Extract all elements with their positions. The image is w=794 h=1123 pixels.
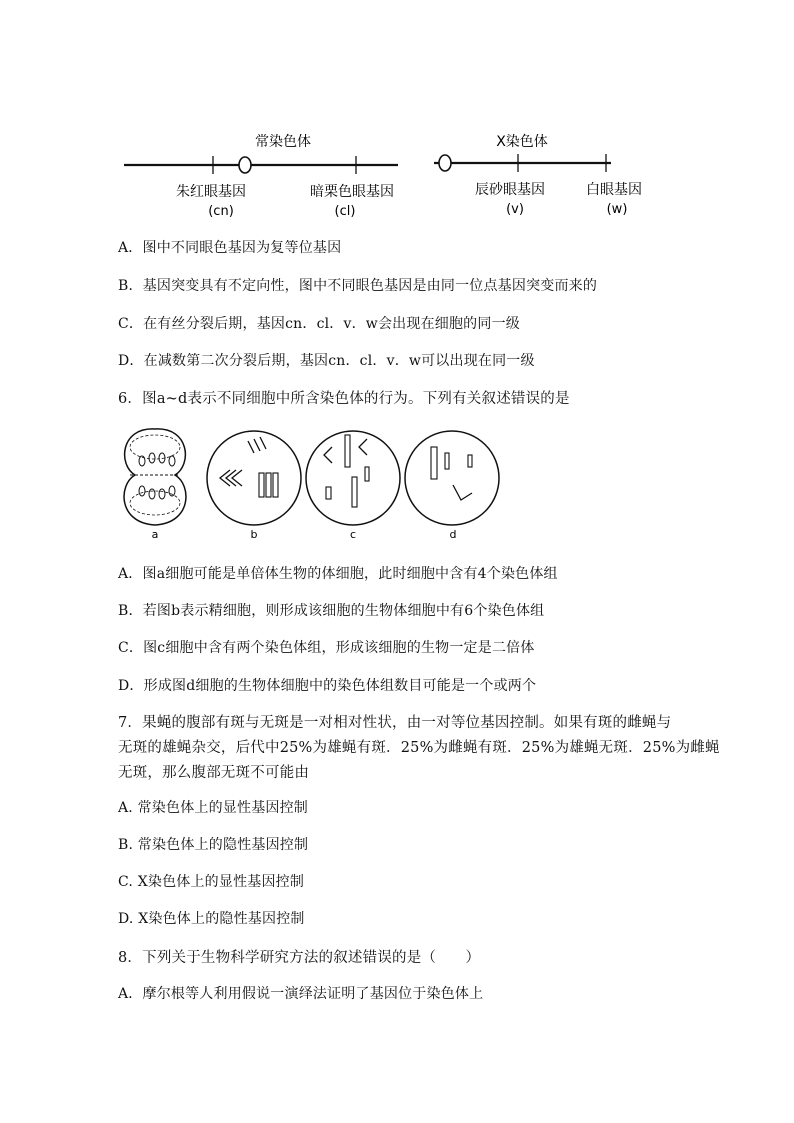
q8-stem: 8．下列关于生物科学研究方法的叙述错误的是（ ） — [118, 950, 481, 966]
cell-d — [405, 431, 499, 525]
gene-cn-symbol: (cn) — [208, 204, 234, 219]
gene-cl-symbol: (cl) — [334, 204, 356, 219]
gene-cn-name: 朱红眼基因 — [176, 184, 246, 200]
x-centromere — [439, 155, 451, 171]
cell-label-b: b — [250, 528, 258, 541]
q5-option-b: B．基因突变具有不定向性，图中不同眼色基因是由同一位点基因突变而来的 — [118, 278, 598, 294]
autosome-centromere — [239, 157, 251, 173]
q6-option-a: A．图a细胞可能是单倍体生物的体细胞，此时细胞中含有4个染色体组 — [118, 566, 558, 582]
x-chromosome-title: X染色体 — [496, 134, 548, 150]
gene-w-name: 白眼基因 — [586, 182, 642, 198]
cell-label-c: c — [349, 528, 357, 541]
q7-option-c: C. X染色体上的显性基因控制 — [118, 874, 305, 890]
q7-stem-line-1: 7．果蝇的腹部有斑与无斑是一对相对性状，由一对等位基因控制。如果有斑的雌蝇与 — [118, 715, 672, 731]
gene-w-symbol: (w) — [606, 202, 628, 217]
gene-v-symbol: (v) — [506, 202, 524, 217]
q6-option-b: B．若图b表示精细胞，则形成该细胞的生物体细胞中有6个染色体组 — [118, 603, 545, 619]
cell-division-figure — [120, 425, 520, 545]
cell-c — [306, 431, 400, 525]
q7-option-d: D. X染色体上的隐性基因控制 — [118, 911, 305, 927]
autosome-title: 常染色体 — [255, 134, 311, 150]
cell-b — [207, 431, 301, 525]
q6-option-d: D．形成图d细胞的生物体细胞中的染色体组数目可能是一个或两个 — [118, 678, 537, 694]
gene-v-name: 辰砂眼基因 — [475, 182, 545, 198]
cell-label-a: a — [151, 528, 159, 541]
cell-label-d: d — [449, 528, 457, 541]
q5-option-a: A．图中不同眼色基因为复等位基因 — [118, 240, 342, 256]
q7-stem-line-2: 无斑的雄蝇杂交，后代中25%为雄蝇有斑．25%为雌蝇有斑．25%为雄蝇无斑．25%为雌蝇 — [118, 740, 720, 756]
q8-option-a: A．摩尔根等人利用假说一演绎法证明了基因位于染色体上 — [118, 986, 484, 1002]
gene-cl-name: 暗栗色眼基因 — [310, 184, 394, 200]
q6-option-c: C．图c细胞中含有两个染色体组，形成该细胞的生物一定是二倍体 — [118, 640, 535, 656]
q5-option-c: C．在有丝分裂后期，基因cn．cl．v．w会出现在细胞的同一级 — [118, 316, 520, 332]
q6-stem: 6．图a~d表示不同细胞中所含染色体的行为。下列有关叙述错误的是 — [118, 391, 570, 407]
q7-option-b: B. 常染色体上的隐性基因控制 — [118, 837, 309, 853]
cell-a — [124, 429, 186, 525]
q5-option-d: D．在减数第二次分裂后期，基因cn．cl．v．w可以出现在同一级 — [118, 353, 535, 369]
q7-stem-line-3: 无斑，那么腹部无斑不可能由 — [118, 765, 310, 781]
q7-option-a: A. 常染色体上的显性基因控制 — [118, 800, 309, 816]
